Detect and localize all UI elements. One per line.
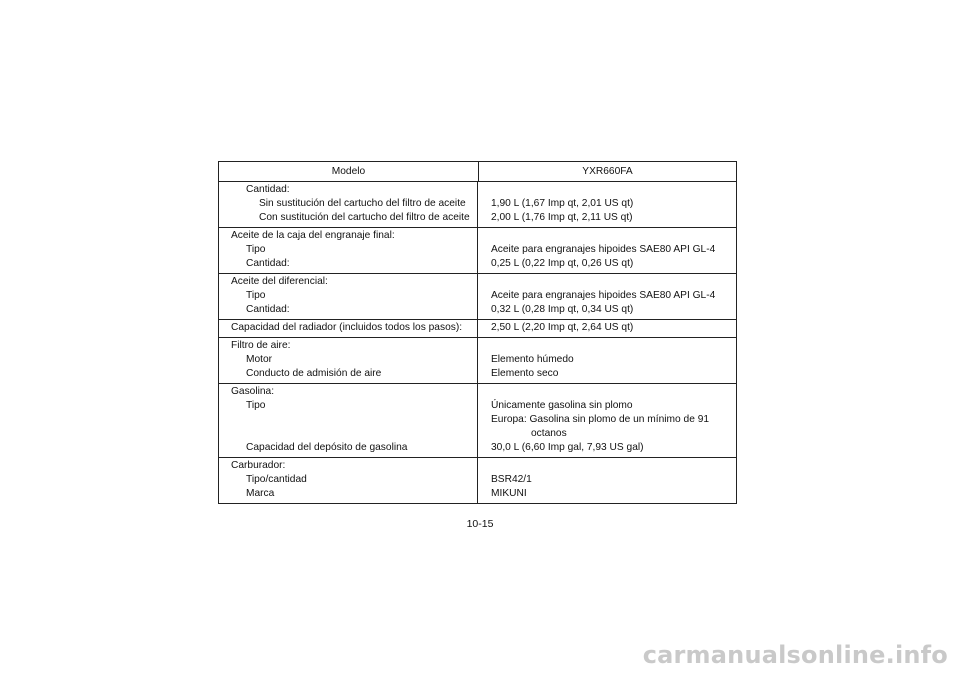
group-differential-oil [219, 274, 736, 320]
row-value: 30,0 L (6,60 Imp gal, 7,93 US gal) [491, 442, 644, 453]
header-model-label: Modelo [219, 162, 479, 181]
group-oil-quantity [219, 182, 736, 228]
row-label: Conducto de admisión de aire [246, 368, 382, 379]
header-model-value: YXR660FA [582, 166, 633, 177]
row-value: Europa: Gasolina sin plomo de un mínimo de 91 [491, 414, 710, 425]
row-value: MIKUNI [491, 488, 527, 499]
row-label: Tipo [246, 244, 266, 255]
row-value [478, 339, 736, 353]
row-label: Capacidad del radiador (incluidos todos los pasos): [231, 322, 463, 333]
row-value: 2,00 L (1,76 Imp qt, 2,11 US qt) [491, 212, 633, 223]
row-label [219, 427, 477, 441]
row-value: BSR42/1 [491, 474, 532, 485]
row-label: Capacidad del depósito de gasolina [246, 442, 408, 453]
table-header [219, 162, 736, 182]
row-label: Cantidad: [246, 304, 290, 315]
row-label: Marca [246, 488, 275, 499]
row-label: Sin sustitución del cartucho del filtro de aceite [259, 198, 466, 209]
group-air-filter [219, 338, 736, 384]
row-label: Aceite del diferencial: [231, 276, 328, 287]
row-value-continuation: octanos [531, 428, 567, 439]
row-value: Únicamente gasolina sin plomo [491, 400, 633, 411]
row-value: Aceite para engranajes hipoides SAE80 API GL-4 [491, 244, 716, 255]
row-label: Filtro de aire: [231, 340, 291, 351]
group-final-gear-oil [219, 228, 736, 274]
row-label: Tipo [246, 290, 266, 301]
row-value [478, 183, 736, 197]
row-label: Tipo [246, 400, 266, 411]
row-value: Aceite para engranajes hipoides SAE80 API GL-4 [491, 290, 716, 301]
row-value [478, 229, 736, 243]
row-value [478, 275, 736, 289]
row-value: 1,90 L (1,67 Imp qt, 2,01 US qt) [491, 198, 634, 209]
row-label: Gasolina: [231, 386, 275, 397]
row-value: 0,25 L (0,22 Imp qt, 0,26 US qt) [491, 258, 634, 269]
row-label: Carburador: [231, 460, 286, 471]
row-label: Con sustitución del cartucho del filtro de aceite [259, 212, 470, 223]
row-label: Motor [246, 354, 273, 365]
specifications-table [218, 161, 737, 504]
row-value: 2,50 L (2,20 Imp qt, 2,64 US qt) [491, 322, 634, 333]
row-value [478, 459, 736, 473]
group-radiator-capacity [219, 320, 736, 338]
row-label: Aceite de la caja del engranaje final: [231, 230, 395, 241]
group-carburetor [219, 458, 736, 503]
row-label: Tipo/cantidad [246, 474, 307, 485]
row-value [478, 385, 736, 399]
row-value: 0,32 L (0,28 Imp qt, 0,34 US qt) [491, 304, 634, 315]
row-value: Elemento seco [491, 368, 559, 379]
row-label: Cantidad: [246, 184, 290, 195]
row-value: Elemento húmedo [491, 354, 574, 365]
group-fuel [219, 384, 736, 458]
row-label: Cantidad: [246, 258, 290, 269]
row-label [219, 413, 477, 427]
page-number: 10-15 [466, 518, 494, 530]
watermark: carmanualsonline.info [642, 641, 948, 669]
